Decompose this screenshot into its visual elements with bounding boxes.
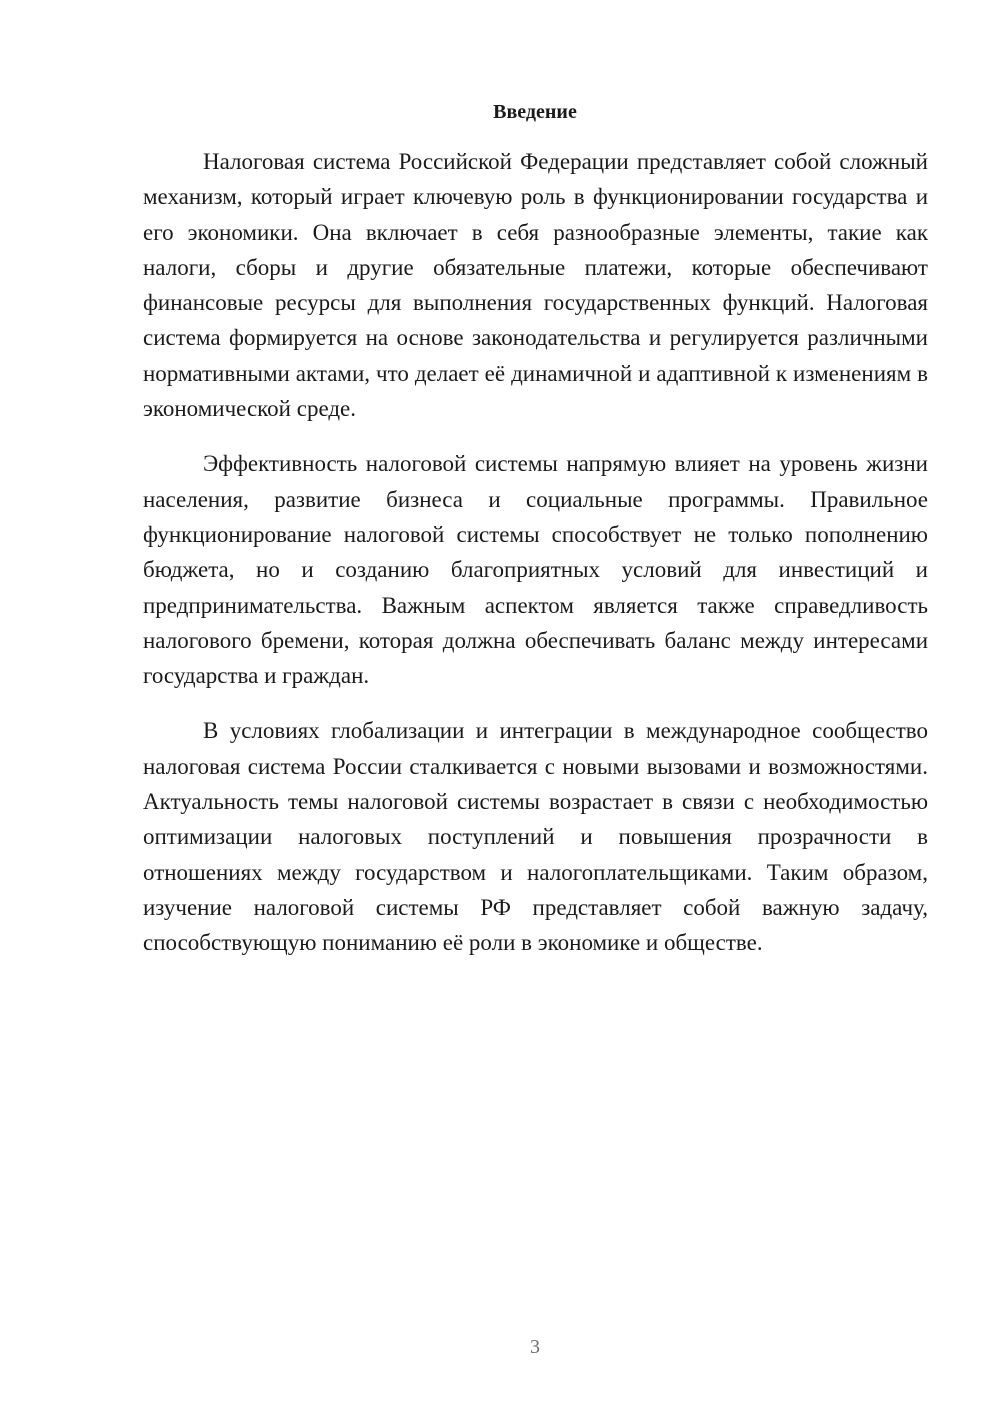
- paragraph: Эффективность налоговой системы напрямую влияет на уровень жизни населения, развитие бизнеса и социальные программы. Правильное функционирование налоговой системы способствует не только пополнению бюджета, но и созданию благоприятных условий для инвестиций и предпринимательства. Важным аспектом является также справедливость налогового бремени, которая должна обеспечивать баланс между интересами государства и граждан.: [143, 451, 928, 689]
- document-body: [143, 144, 928, 961]
- section-title: Введение: [493, 101, 577, 123]
- page-number: 3: [530, 1336, 540, 1358]
- paragraph: В условиях глобализации и интеграции в международное сообщество налоговая система России сталкивается с новыми вызовами и возможностями. Актуальность темы налоговой системы возрастает в связи с необходимостью оптимизации налоговых поступлений и повышения прозрачности в отношениях между государством и налогоплательщиками. Таким образом, изучение налоговой системы РФ представляет собой важную задачу, способствующую пониманию её роли в экономике и обществе.: [143, 718, 928, 956]
- paragraph: Налоговая система Российской Федерации представляет собой сложный механизм, который играет ключевую роль в функционировании государства и его экономики. Она включает в себя разнообразные элементы, такие как налоги, сборы и другие обязательные платежи, которые обеспечивают финансовые ресурсы для выполнения государственных функций. Налоговая система формируется на основе законодательства и регулируется различными нормативными актами, что делает её динамичной и адаптивной к изменениям в экономической среде.: [143, 149, 928, 422]
